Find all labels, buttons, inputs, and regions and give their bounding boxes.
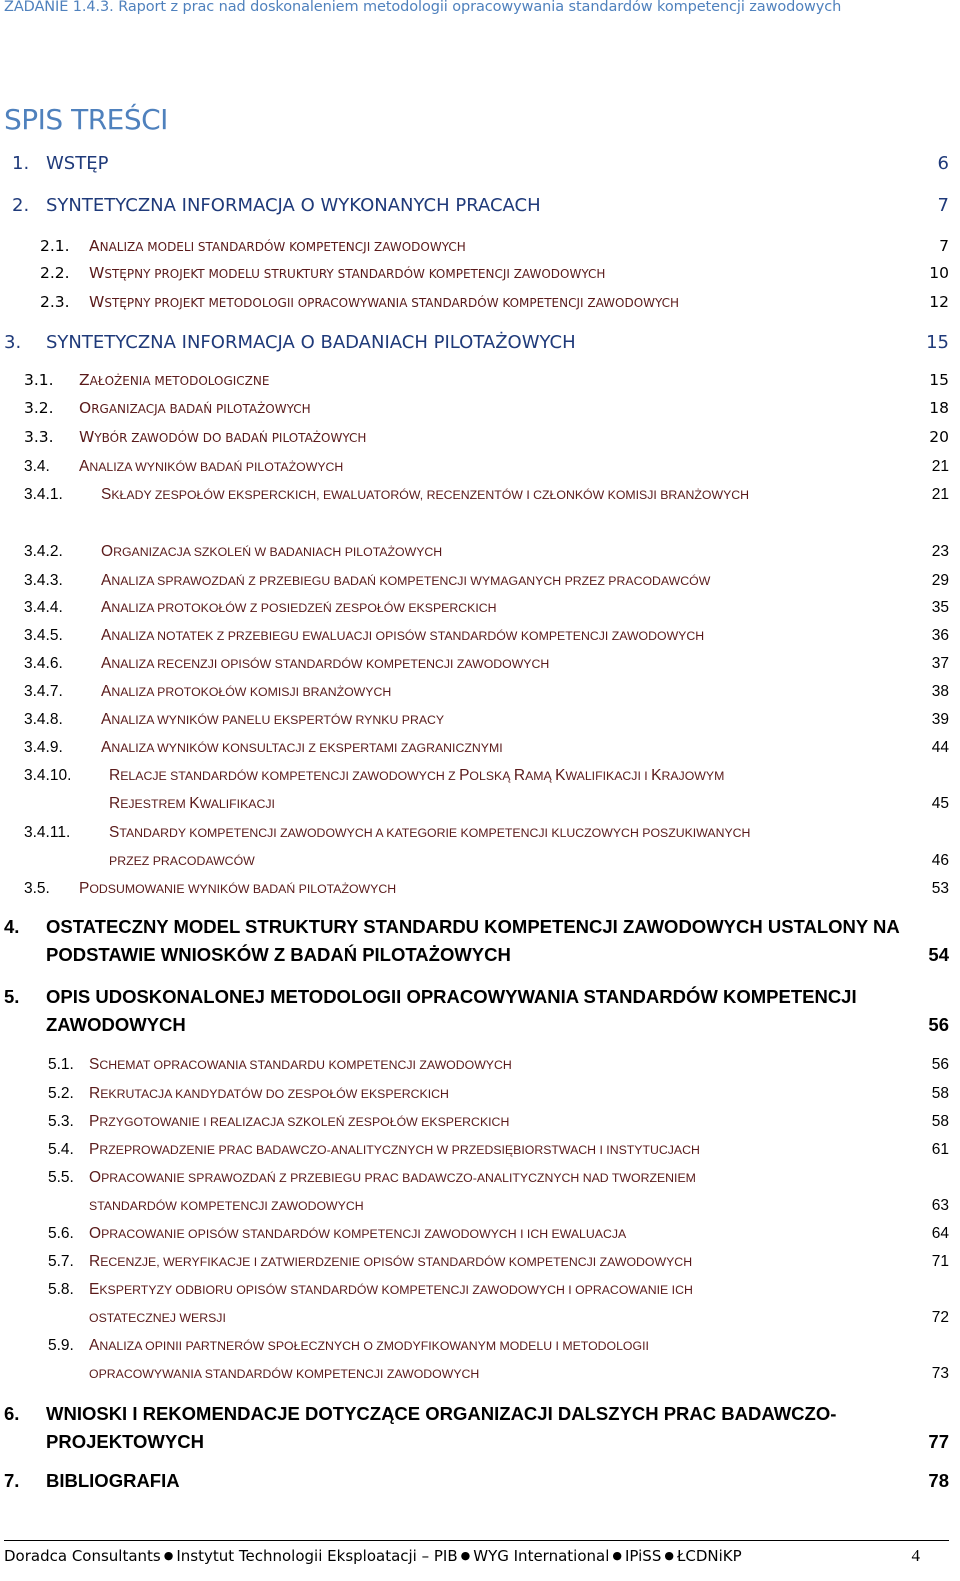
toc-entry-title (89, 1254, 692, 1270)
title-text: RZEPROWADZENIE PRAC BADAWCZO-ANALITYCZNYCH W PRZEDSIĘBIORSTWACH I INSTYTUCJACH (99, 1143, 700, 1157)
toc-entry-number: 2.1. (40, 237, 70, 255)
toc-entry-title (89, 295, 679, 311)
toc-page-number: 10 (929, 264, 949, 282)
page-number: 4 (911, 1546, 920, 1565)
title-text: OPIS UDOSKONALONEJ METODOLOGII OPRACOWYWANIA STANDARDÓW KOMPETENCJI (46, 986, 857, 1007)
title-text: KSPERTYZY ODBIORU OPISÓW STANDARDÓW KOMPETENCJI ZAWODOWYCH I OPRACOWANIE ICH (99, 1283, 693, 1297)
title-text: NALIZA WYNIKÓW KONSULTACJI Z EKSPERTAMI ZAGRANICZNYMI (111, 741, 503, 755)
toc-entry-number: 6. (4, 1403, 20, 1424)
toc-page-number: 39 (931, 711, 949, 728)
toc-entry-number: 5. (4, 986, 20, 1007)
title-initial: A (101, 655, 112, 672)
toc-entry-title (101, 740, 503, 756)
toc-entry-title (46, 1405, 836, 1424)
toc-entry-title (79, 459, 343, 475)
toc-entry-number: 3.5. (24, 880, 50, 897)
toc-entry-title (79, 373, 269, 389)
title-initial: E (89, 1281, 100, 1298)
toc-page-number: 18 (929, 399, 949, 417)
toc-page-number: 29 (931, 572, 949, 589)
toc-entry-number: 3.4.10. (24, 767, 72, 784)
title-text: ODSUMOWANIE WYNIKÓW BADAŃ PILOTAŻOWYCH (89, 882, 397, 896)
toc-entry-title (101, 600, 497, 616)
toc-entry-title (46, 1472, 180, 1491)
title-initial: A (101, 599, 112, 616)
title-initial: O (89, 1169, 102, 1186)
toc-page-number: 58 (931, 1113, 949, 1130)
title-text: NALIZA OPINII PARTNERÓW SPOŁECZNYCH O ZMODYFIKOWANYM MODELU I METODOLOGII (99, 1339, 649, 1353)
title-text: PRACOWANIE OPISÓW STANDARDÓW KOMPETENCJI ZAWODOWYCH I ICH EWALUACJA (101, 1227, 627, 1241)
title-initial: S (109, 824, 120, 841)
toc-entry-title (89, 1170, 696, 1186)
title-initial: A (89, 237, 100, 255)
title-text: ELACJE STANDARDÓW KOMPETENCJI ZAWODOWYCH Z (120, 769, 460, 783)
toc-page-number: 78 (928, 1470, 949, 1491)
title-text: EJESTREM (120, 797, 190, 811)
toc-entry-title-line2 (89, 1198, 364, 1214)
toc-entry-number: 5.7. (48, 1253, 74, 1270)
title-text: EKRUTACJA KANDYDATÓW DO ZESPOŁÓW EKSPERCKICH (100, 1087, 449, 1101)
title-initial: W (79, 428, 95, 446)
toc-entry-title (101, 573, 710, 589)
title-text: RAJOWYM (661, 769, 725, 783)
toc-entry-title (89, 1086, 449, 1102)
toc-page-number: 36 (931, 627, 949, 644)
title-text: TANDARDY KOMPETENCJI ZAWODOWYCH A KATEGORIE KOMPETENCJI KLUCZOWYCH POSZUKIWANYCH (119, 826, 751, 840)
title-initial: A (101, 739, 112, 756)
toc-page-number: 77 (928, 1431, 949, 1452)
title-text: WALIFIKACJI I (565, 769, 652, 783)
title-text: RZYGOTOWANIE I REALIZACJA SZKOLEŃ ZESPOŁÓW EKSPERCKICH (99, 1115, 510, 1129)
toc-entry-title (46, 155, 108, 173)
toc-entry-title-line2 (89, 1366, 479, 1382)
toc-page-number: 21 (931, 486, 949, 503)
toc-entry-title (89, 239, 466, 255)
title-text: OSTATECZNY MODEL STRUKTURY STANDARDU KOMPETENCJI ZAWODOWYCH USTALONY NA (46, 916, 900, 937)
toc-entry-title (101, 544, 442, 560)
footer-org: Instytut Technologii Eksploatacji – PIB (176, 1547, 458, 1565)
title-initial: O (101, 543, 114, 560)
title-text: WNIOSKI I REKOMENDACJE DOTYCZĄCE ORGANIZACJI DALSZYCH PRAC BADAWCZO- (46, 1403, 837, 1424)
title-initial: R (89, 1253, 101, 1270)
toc-entry-title (101, 487, 749, 503)
toc-page-number: 72 (931, 1309, 949, 1326)
toc-entry-title (79, 430, 366, 446)
title-text: RGANIZACJA BADAŃ PILOTAŻOWYCH (91, 402, 311, 416)
title-text: PRACOWANIE SPRAWOZDAŃ Z PRZEBIEGU PRAC BADAWCZO-ANALITYCZNYCH NAD TWORZENIEM (101, 1171, 696, 1185)
toc-page-number: 61 (931, 1141, 949, 1158)
toc-entry-title (46, 334, 576, 352)
title-text: NALIZA PROTOKOŁÓW Z POSIEDZEŃ ZESPOŁÓW EKSPERCKICH (111, 601, 497, 615)
toc-entry-title-line2 (89, 1310, 226, 1326)
title-text: NALIZA MODELI STANDARDÓW KOMPETENCJI ZAWODOWYCH (99, 240, 466, 254)
bullet-icon: ● (163, 1549, 174, 1562)
toc-entry-title (109, 768, 724, 784)
footer-divider (4, 1540, 949, 1541)
title-initial: A (101, 627, 112, 644)
toc-entry-title (109, 825, 750, 841)
toc-page-number: 64 (931, 1225, 949, 1242)
title-text: BIBLIOGRAFIA (46, 1470, 180, 1491)
toc-page-number: 7 (937, 195, 949, 216)
toc-page-number: 53 (931, 880, 949, 897)
title-initial: P (79, 880, 90, 897)
toc-entry-number: 5.2. (48, 1085, 74, 1102)
toc-entry-title (46, 197, 541, 215)
toc-page-number: 56 (931, 1056, 949, 1073)
bullet-icon: ● (612, 1549, 622, 1562)
title-text: NALIZA RECENZJI OPISÓW STANDARDÓW KOMPETENCJI ZAWODOWYCH (111, 657, 550, 671)
title-text: SYNTETYCZNA INFORMACJA O WYKONANYCH PRACACH (46, 195, 541, 216)
title-text: OLSKĄ (469, 769, 514, 783)
toc-entry-title (89, 1282, 693, 1298)
title-initial: P (459, 767, 470, 784)
title-initial: A (79, 458, 90, 475)
title-initial: P (89, 1141, 100, 1158)
title-initial: W (89, 293, 105, 311)
title-initial: A (101, 572, 112, 589)
title-text: NALIZA NOTATEK Z PRZEBIEGU EWALUACJI OPISÓW STANDARDÓW KOMPETENCJI ZAWODOWYCH (111, 629, 705, 643)
toc-entry-title (89, 1057, 512, 1073)
toc-entry-number: 5.3. (48, 1113, 74, 1130)
toc-page-number: 58 (931, 1085, 949, 1102)
bullet-icon: ● (460, 1549, 471, 1562)
toc-entry-number: 3.1. (24, 371, 54, 389)
title-text: PRZEZ PRACODAWCÓW (109, 854, 255, 868)
toc-entry-number: 2. (12, 195, 30, 216)
toc-entry-title (89, 1142, 700, 1158)
title-text: NALIZA SPRAWOZDAŃ Z PRZEBIEGU BADAŃ KOMPETENCJI WYMAGANYCH PRZEZ PRACODAWCÓW (111, 574, 711, 588)
title-text: KŁADY ZESPOŁÓW EKSPERCKICH, EWALUATORÓW, RECENZENTÓW I CZŁONKÓW KOMISJI BRANŻOWYCH (111, 488, 750, 502)
title-text: WSTĘP (46, 153, 109, 174)
toc-entry-title-line2 (109, 796, 275, 812)
title-initial: A (101, 711, 112, 728)
toc-page-number: 71 (931, 1253, 949, 1270)
title-text: NALIZA PROTOKOŁÓW KOMISJI BRANŻOWYCH (111, 685, 392, 699)
toc-page-number: 6 (937, 153, 949, 174)
toc-entry-number: 3.4.7. (24, 683, 63, 700)
title-initial: K (189, 795, 200, 812)
title-text: STĘPNY PROJEKT METODOLOGII OPRACOWYWANIA STANDARDÓW KOMPETENCJI ZAWODOWYCH (104, 296, 680, 310)
title-text: PROJEKTOWYCH (46, 1431, 204, 1452)
toc-page-number: 12 (929, 293, 949, 311)
title-initial: R (109, 795, 121, 812)
toc-entry-title (101, 628, 704, 644)
toc-entry-number: 3.4.5. (24, 627, 63, 644)
toc-entry-number: 5.6. (48, 1225, 74, 1242)
toc-entry-title (89, 1226, 626, 1242)
toc-entry-number: 3.2. (24, 399, 54, 417)
title-text: RGANIZACJA SZKOLEŃ W BADANIACH PILOTAŻOWYCH (113, 545, 443, 559)
toc-page-number: 21 (931, 458, 949, 475)
toc-page-number: 73 (931, 1365, 949, 1382)
title-initial: P (89, 1113, 100, 1130)
title-text: OPRACOWYWANIA STANDARDÓW KOMPETENCJI ZAWODOWYCH (89, 1367, 480, 1381)
title-text: CHEMAT OPRACOWANIA STANDARDU KOMPETENCJI ZAWODOWYCH (99, 1058, 512, 1072)
title-text: ECENZJE, WERYFIKACJE I ZATWIERDZENIE OPISÓW STANDARDÓW KOMPETENCJI ZAWODOWYCH (100, 1255, 693, 1269)
toc-entry-title (89, 1338, 649, 1354)
toc-page-number: 35 (931, 599, 949, 616)
toc-entry-number: 3.4.3. (24, 572, 63, 589)
toc-entry-number: 3.4.6. (24, 655, 63, 672)
title-text: AŁOŻENIA METODOLOGICZNE (89, 374, 270, 388)
toc-entry-title (46, 988, 857, 1007)
title-text: SYNTETYCZNA INFORMACJA O BADANIACH PILOTAŻOWYCH (46, 332, 576, 353)
title-initial: O (79, 399, 92, 417)
toc-entry-title (89, 1114, 509, 1130)
title-initial: S (89, 1056, 100, 1073)
toc-page-number: 38 (931, 683, 949, 700)
title-initial: K (651, 767, 662, 784)
toc-entry-number: 5.4. (48, 1141, 74, 1158)
title-initial: R (109, 767, 121, 784)
toc-entry-number: 5.8. (48, 1281, 74, 1298)
toc-page-number: 15 (929, 371, 949, 389)
toc-entry-number: 5.9. (48, 1337, 74, 1354)
toc-entry-title-line2 (46, 1016, 186, 1035)
title-initial: K (555, 767, 566, 784)
toc-entry-title (46, 918, 900, 937)
toc-entry-number: 5.5. (48, 1169, 74, 1186)
toc-entry-title (101, 684, 391, 700)
toc-page-number: 15 (926, 332, 949, 353)
title-initial: O (89, 1225, 102, 1242)
toc-page-number: 44 (931, 739, 949, 756)
toc-entry-number: 3.4. (24, 458, 50, 475)
title-text: STANDARDÓW KOMPETENCJI ZAWODOWYCH (89, 1199, 364, 1213)
toc-entry-number: 3.4.2. (24, 543, 63, 560)
title-text: AMĄ (525, 769, 556, 783)
toc-entry-number: 7. (4, 1470, 20, 1491)
footer-org: WYG International (473, 1547, 610, 1565)
toc-entry-number: 1. (12, 153, 30, 174)
title-initial: A (89, 1337, 100, 1354)
title-initial: A (101, 683, 112, 700)
title-text: YBÓR ZAWODÓW DO BADAŃ PILOTAŻOWYCH (94, 431, 367, 445)
toc-page-number: 45 (931, 795, 949, 812)
toc-entry-number: 3.3. (24, 428, 54, 446)
toc-entry-number: 3.4.8. (24, 711, 63, 728)
toc-entry-number: 3.4.9. (24, 739, 63, 756)
toc-page-number: 7 (939, 237, 949, 255)
toc-entry-title (101, 712, 444, 728)
title-initial: R (513, 767, 526, 784)
title-text: OSTATECZNEJ WERSJI (89, 1311, 226, 1325)
footer-org: ŁCDNiKP (676, 1547, 742, 1565)
title-text: ZAWODOWYCH (46, 1014, 186, 1035)
title-text: PODSTAWIE WNIOSKÓW Z BADAŃ PILOTAŻOWYCH (46, 944, 511, 965)
toc-page-number: 37 (931, 655, 949, 672)
toc-entry-title (79, 881, 396, 897)
title-text: WALIFIKACJI (199, 797, 275, 811)
toc-entry-number: 5.1. (48, 1056, 74, 1073)
toc-entry-title (79, 401, 311, 417)
page-header: ZADANIE 1.4.3. Raport z prac nad doskonaleniem metodologii opracowywania standardów kompetencji zawodowych (4, 0, 842, 15)
title-initial: S (101, 486, 112, 503)
toc-entry-title-line2 (46, 1433, 204, 1452)
footer-org: Doradca Consultants (4, 1547, 161, 1565)
toc-entry-title (101, 656, 549, 672)
toc-entry-number: 3. (4, 332, 22, 353)
footer (4, 1547, 742, 1565)
title-initial: R (89, 1085, 101, 1102)
toc-entry-number: 2.3. (40, 293, 70, 311)
title-text: NALIZA WYNIKÓW PANELU EKSPERTÓW RYNKU PRACY (111, 713, 445, 727)
toc-entry-number: 4. (4, 916, 20, 937)
toc-page-number: 63 (931, 1197, 949, 1214)
toc-entry-number: 3.4.11. (24, 824, 71, 841)
title-initial: W (89, 264, 105, 282)
toc-title: SPIS TREŚCI (4, 103, 168, 136)
toc-entry-number: 2.2. (40, 264, 70, 282)
toc-entry-number: 3.4.1. (24, 486, 63, 503)
toc-entry-title-line2 (46, 946, 511, 965)
toc-page-number: 46 (931, 852, 949, 869)
toc-page-number: 54 (928, 944, 949, 965)
toc-page-number: 23 (931, 543, 949, 560)
toc-page-number: 56 (928, 1014, 949, 1035)
toc-entry-title (89, 266, 605, 282)
bullet-icon: ● (664, 1549, 674, 1562)
toc-entry-number: 3.4.4. (24, 599, 63, 616)
title-text: STĘPNY PROJEKT MODELU STRUKTURY STANDARDÓW KOMPETENCJI ZAWODOWYCH (104, 267, 606, 281)
title-text: NALIZA WYNIKÓW BADAŃ PILOTAŻOWYCH (89, 460, 344, 474)
title-initial: Z (79, 371, 90, 389)
footer-org: IPiSS (624, 1547, 662, 1565)
toc-entry-title-line2 (109, 853, 255, 869)
toc-page-number: 20 (929, 428, 949, 446)
